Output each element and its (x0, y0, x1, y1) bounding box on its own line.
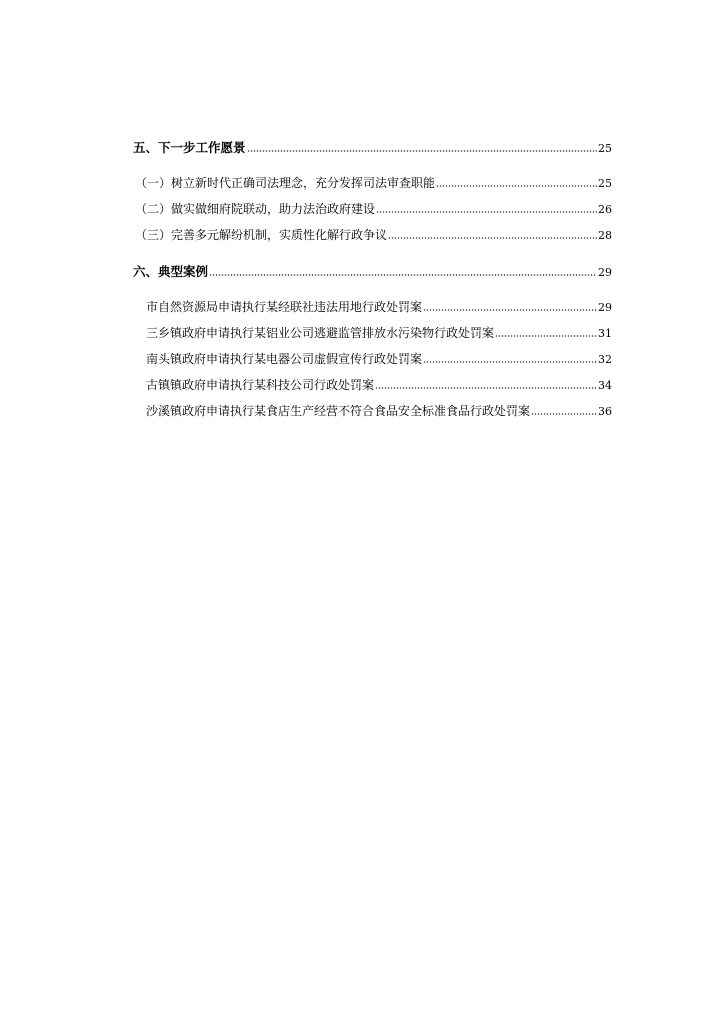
toc-page-number: 28 (598, 229, 612, 242)
toc-entry-case-4[interactable] (133, 371, 612, 391)
toc-entry-title: （二）做实做细府院联动，助力法治政府建设 (135, 202, 376, 216)
toc-entry-case-2[interactable] (133, 319, 612, 339)
dot-leader (375, 387, 597, 389)
toc-page-number: 32 (598, 353, 612, 366)
toc-entry-title: 三乡镇政府申请执行某铝业公司逃避监管排放水污染物行政处罚案 (146, 326, 495, 340)
toc-entry-case-1[interactable] (133, 293, 612, 313)
toc-page-number: 25 (598, 177, 612, 190)
dot-leader (376, 211, 597, 213)
toc-entry-case-5[interactable] (133, 397, 612, 417)
toc-page-number: 26 (598, 203, 612, 216)
toc-entry-title: 六、典型案例 (133, 263, 209, 279)
toc-entry-case-3[interactable] (133, 345, 612, 365)
toc-entry-section-5[interactable] (133, 134, 612, 154)
toc-entry-title: 五、下一步工作愿景 (133, 139, 246, 155)
toc-entry-section-5-3[interactable] (133, 221, 612, 241)
dot-leader (531, 413, 597, 415)
toc-entry-title: 古镇镇政府申请执行某科技公司行政处罚案 (146, 378, 375, 392)
toc-entry-title: （一）树立新时代正确司法理念，充分发挥司法审查职能 (135, 176, 436, 190)
toc-page-number: 31 (598, 327, 612, 340)
dot-leader (209, 274, 597, 276)
toc-entry-title: 南头镇政府申请执行某电器公司虚假宣传行政处罚案 (146, 352, 423, 366)
dot-leader (423, 361, 597, 363)
toc-entry-title: 市自然资源局申请执行某经联社违法用地行政处罚案 (146, 300, 423, 314)
toc-page-number: 25 (598, 142, 612, 155)
toc-entry-section-5-1[interactable] (133, 169, 612, 189)
toc-page-number: 36 (598, 405, 612, 418)
toc-entry-title: （三）完善多元解纷机制，实质性化解行政争议 (135, 228, 388, 242)
dot-leader (247, 150, 597, 152)
toc-page-number: 29 (598, 301, 612, 314)
dot-leader (436, 185, 597, 187)
toc-page-number: 34 (598, 379, 612, 392)
dot-leader (495, 335, 597, 337)
dot-leader (423, 309, 597, 311)
toc-entry-section-6[interactable] (133, 258, 612, 278)
toc-entry-section-5-2[interactable] (133, 195, 612, 215)
toc-page-number: 29 (598, 266, 612, 279)
toc-entry-title: 沙溪镇政府申请执行某食店生产经营不符合食品安全标准食品行政处罚案 (146, 404, 531, 418)
dot-leader (388, 237, 597, 239)
